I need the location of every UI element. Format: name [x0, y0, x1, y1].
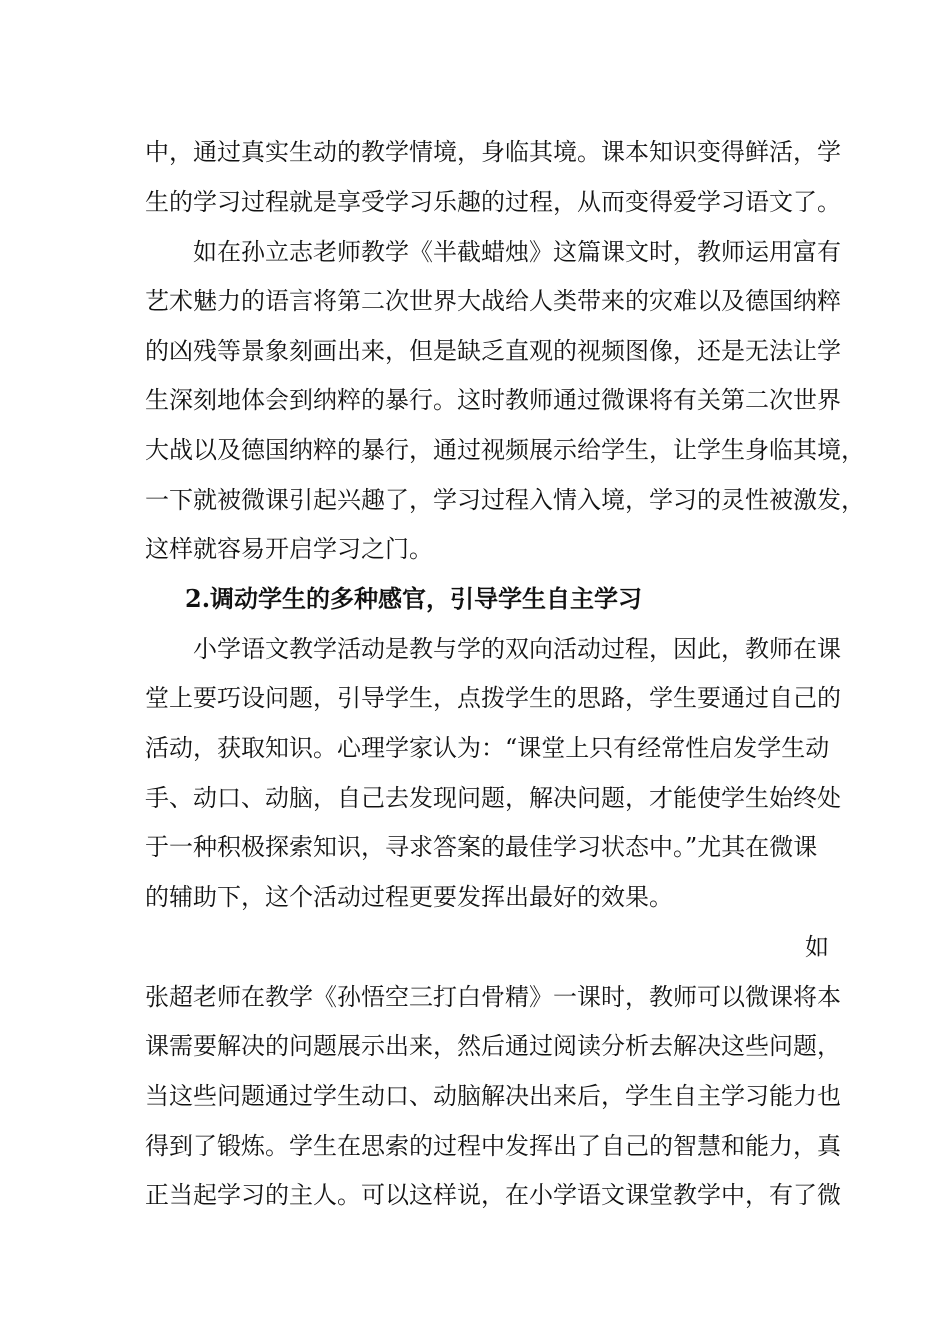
- text-line: 这样就容易开启学习之门。: [145, 535, 433, 563]
- text-line: 的辅助下，这个活动过程更要发挥出最好的效果。: [145, 883, 673, 911]
- text-line: 生的学习过程就是享受学习乐趣的过程，从而变得爱学习语文了。: [145, 188, 841, 216]
- text-line: 生深刻地体会到纳粹的暴行。这时教师通过微课将有关第二次世界: [145, 386, 841, 414]
- text-line: 如在孙立志老师教学《半截蜡烛》这篇课文时，教师运用富有: [193, 238, 841, 266]
- text-line: 的凶残等景象刻画出来，但是缺乏直观的视频图像，还是无法让学: [145, 337, 841, 365]
- text-line: 艺术魅力的语言将第二次世界大战给人类带来的灾难以及德国纳粹: [145, 287, 841, 315]
- text-line: 于一种积极探索知识，寻求答案的最佳学习状态中。”尤其在微课: [145, 833, 818, 861]
- text-line: 手、动口、动脑，自己去发现问题，解决问题，才能使学生始终处: [145, 784, 841, 812]
- section-heading: 2.调动学生的多种感官，引导学生自主学习: [185, 584, 643, 613]
- text-line: 大战以及德国纳粹的暴行，通过视频展示给学生，让学生身临其境，: [145, 436, 865, 464]
- text-line: 小学语文教学活动是教与学的双向活动过程，因此，教师在课: [193, 635, 841, 663]
- text-line: 如: [805, 933, 829, 961]
- text-line: 正当起学习的主人。可以这样说，在小学语文课堂教学中，有了微: [145, 1181, 841, 1209]
- text-line: 中，通过真实生动的教学情境，身临其境。课本知识变得鲜活，学: [145, 138, 841, 166]
- text-line: 张超老师在教学《孙悟空三打白骨精》一课时，教师可以微课将本: [145, 983, 841, 1011]
- text-line: 当这些问题通过学生动口、动脑解决出来后，学生自主学习能力也: [145, 1082, 841, 1110]
- text-line: 活动，获取知识。心理学家认为：“课堂上只有经常性启发学生动: [145, 734, 830, 762]
- text-line: 一下就被微课引起兴趣了，学习过程入情入境，学习的灵性被激发，: [145, 486, 865, 514]
- text-line: 课需要解决的问题展示出来，然后通过阅读分析去解决这些问题，: [145, 1032, 841, 1060]
- text-line: 堂上要巧设问题，引导学生，点拨学生的思路，学生要通过自己的: [145, 684, 841, 712]
- text-line: 得到了锻炼。学生在思索的过程中发挥出了自己的智慧和能力，真: [145, 1132, 841, 1160]
